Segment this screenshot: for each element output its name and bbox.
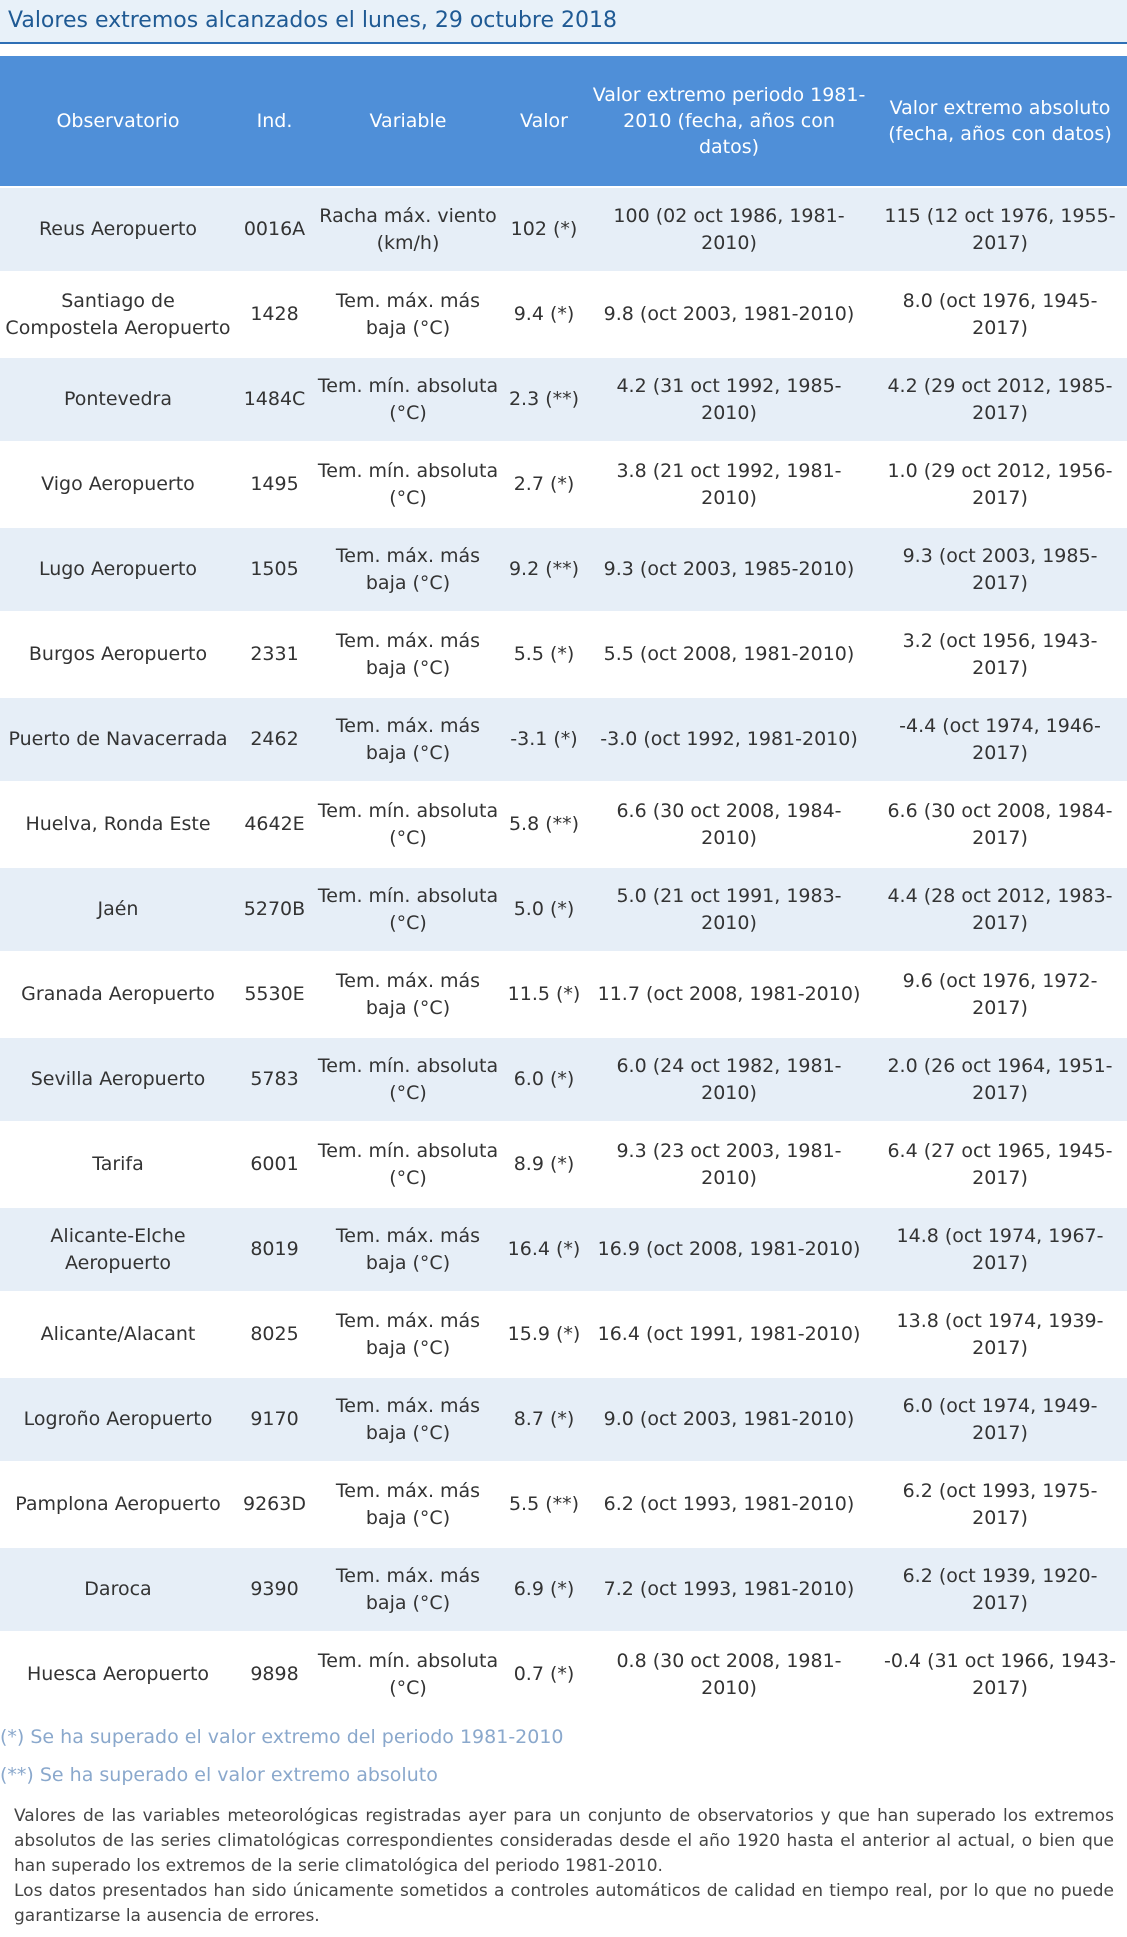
cell-ind: 0016A: [236, 188, 313, 271]
cell-observatorio: Santiago de Compostela Aeropuerto: [0, 273, 236, 356]
cell-ind: 9390: [236, 1548, 313, 1631]
cell-valor: 5.8 (**): [503, 783, 585, 866]
cell-variable: Tem. mín. absoluta (°C): [313, 868, 503, 951]
cell-valor: 9.2 (**): [503, 528, 585, 611]
cell-extremo-absoluto: 6.0 (oct 1974, 1949-2017): [873, 1378, 1127, 1461]
cell-valor: 2.3 (**): [503, 358, 585, 441]
cell-variable: Tem. máx. más baja (°C): [313, 528, 503, 611]
cell-variable: Tem. mín. absoluta (°C): [313, 1123, 503, 1206]
cell-observatorio: Puerto de Navacerrada: [0, 698, 236, 781]
cell-ind: 6001: [236, 1123, 313, 1206]
cell-ind: 1495: [236, 443, 313, 526]
cell-observatorio: Huelva, Ronda Este: [0, 783, 236, 866]
cell-observatorio: Jaén: [0, 868, 236, 951]
title-bar: [0, 0, 1127, 44]
footer-text: [14, 1804, 1114, 1929]
table-row: [0, 273, 1127, 356]
table-row: [0, 528, 1127, 611]
table-row: [0, 1463, 1127, 1546]
header-ind: Ind.: [236, 56, 313, 186]
cell-extremo-periodo: 6.6 (30 oct 2008, 1984-2010): [585, 783, 873, 866]
cell-observatorio: Sevilla Aeropuerto: [0, 1038, 236, 1121]
table-row: [0, 443, 1127, 526]
cell-extremo-absoluto: -4.4 (oct 1974, 1946-2017): [873, 698, 1127, 781]
cell-variable: Tem. máx. más baja (°C): [313, 1463, 503, 1546]
cell-observatorio: Pamplona Aeropuerto: [0, 1463, 236, 1546]
cell-ind: 1505: [236, 528, 313, 611]
table-body: [0, 188, 1127, 1716]
cell-observatorio: Logroño Aeropuerto: [0, 1378, 236, 1461]
table-row: [0, 1123, 1127, 1206]
cell-valor: 8.9 (*): [503, 1123, 585, 1206]
cell-variable: Tem. mín. absoluta (°C): [313, 358, 503, 441]
header-extremo-absoluto: Valor extremo absoluto (fecha, años con datos): [873, 56, 1127, 186]
footer-paragraph-2: Los datos presentados han sido únicamente sometidos a controles automáticos de calidad en tiempo real, por lo que no puede garantizarse la ausencia de errores.: [14, 1881, 1114, 1926]
cell-extremo-absoluto: 14.8 (oct 1974, 1967-2017): [873, 1208, 1127, 1291]
cell-extremo-absoluto: 13.8 (oct 1974, 1939-2017): [873, 1293, 1127, 1376]
header-observatorio: Observatorio: [0, 56, 236, 186]
cell-extremo-periodo: 4.2 (31 oct 1992, 1985-2010): [585, 358, 873, 441]
cell-valor: 6.9 (*): [503, 1548, 585, 1631]
cell-extremo-periodo: 16.4 (oct 1991, 1981-2010): [585, 1293, 873, 1376]
cell-extremo-periodo: 9.8 (oct 2003, 1981-2010): [585, 273, 873, 356]
cell-observatorio: Granada Aeropuerto: [0, 953, 236, 1036]
cell-valor: 102 (*): [503, 188, 585, 271]
cell-ind: 2331: [236, 613, 313, 696]
table-row: [0, 358, 1127, 441]
cell-variable: Racha máx. viento (km/h): [313, 188, 503, 271]
cell-variable: Tem. máx. más baja (°C): [313, 273, 503, 356]
page-title: Valores extremos alcanzados el lunes, 29 octubre 2018: [8, 8, 617, 33]
cell-extremo-absoluto: -0.4 (31 oct 1966, 1943-2017): [873, 1633, 1127, 1716]
cell-variable: Tem. máx. más baja (°C): [313, 698, 503, 781]
cell-extremo-absoluto: 4.2 (29 oct 2012, 1985-2017): [873, 358, 1127, 441]
cell-valor: 11.5 (*): [503, 953, 585, 1036]
note-single-asterisk: (*) Se ha superado el valor extremo del periodo 1981-2010: [0, 1726, 564, 1748]
cell-extremo-periodo: 6.2 (oct 1993, 1981-2010): [585, 1463, 873, 1546]
cell-extremo-absoluto: 6.6 (30 oct 2008, 1984-2017): [873, 783, 1127, 866]
cell-extremo-absoluto: 6.2 (oct 1939, 1920-2017): [873, 1548, 1127, 1631]
table-row: [0, 1038, 1127, 1121]
cell-extremo-periodo: 3.8 (21 oct 1992, 1981-2010): [585, 443, 873, 526]
cell-observatorio: Daroca: [0, 1548, 236, 1631]
cell-extremo-periodo: 9.3 (oct 2003, 1985-2010): [585, 528, 873, 611]
cell-observatorio: Alicante/Alacant: [0, 1293, 236, 1376]
table-row: [0, 1548, 1127, 1631]
header-valor: Valor: [503, 56, 585, 186]
cell-extremo-absoluto: 2.0 (26 oct 1964, 1951-2017): [873, 1038, 1127, 1121]
cell-extremo-periodo: 16.9 (oct 2008, 1981-2010): [585, 1208, 873, 1291]
cell-valor: 5.0 (*): [503, 868, 585, 951]
cell-ind: 5783: [236, 1038, 313, 1121]
cell-variable: Tem. mín. absoluta (°C): [313, 443, 503, 526]
cell-extremo-periodo: 9.3 (23 oct 2003, 1981-2010): [585, 1123, 873, 1206]
cell-ind: 8019: [236, 1208, 313, 1291]
table-row: [0, 613, 1127, 696]
cell-extremo-periodo: 100 (02 oct 1986, 1981-2010): [585, 188, 873, 271]
cell-extremo-periodo: 0.8 (30 oct 2008, 1981-2010): [585, 1633, 873, 1716]
cell-extremo-periodo: 7.2 (oct 1993, 1981-2010): [585, 1548, 873, 1631]
cell-valor: 15.9 (*): [503, 1293, 585, 1376]
cell-valor: 0.7 (*): [503, 1633, 585, 1716]
cell-valor: 5.5 (**): [503, 1463, 585, 1546]
cell-observatorio: Lugo Aeropuerto: [0, 528, 236, 611]
cell-ind: 4642E: [236, 783, 313, 866]
table-row: [0, 1208, 1127, 1291]
cell-variable: Tem. mín. absoluta (°C): [313, 1038, 503, 1121]
cell-observatorio: Huesca Aeropuerto: [0, 1633, 236, 1716]
footer-paragraph-1: Valores de las variables meteorológicas registradas ayer para un conjunto de observatorios y que han superado los extremos absolutos de las series climatológicas correspondientes consideradas desde el año 1920 hasta el anterior al actual, o bien que han superado los extremos de la serie climatológica del periodo 1981-2010.: [14, 1806, 1114, 1876]
cell-extremo-absoluto: 8.0 (oct 1976, 1945-2017): [873, 273, 1127, 356]
cell-valor: -3.1 (*): [503, 698, 585, 781]
cell-extremo-absoluto: 6.2 (oct 1993, 1975-2017): [873, 1463, 1127, 1546]
cell-observatorio: Tarifa: [0, 1123, 236, 1206]
cell-observatorio: Burgos Aeropuerto: [0, 613, 236, 696]
table-row: [0, 953, 1127, 1036]
cell-variable: Tem. máx. más baja (°C): [313, 1293, 503, 1376]
table-row: [0, 1633, 1127, 1716]
cell-ind: 1484C: [236, 358, 313, 441]
table-row: [0, 783, 1127, 866]
header-extremo-periodo: Valor extremo periodo 1981-2010 (fecha, años con datos): [585, 56, 873, 186]
cell-variable: Tem. mín. absoluta (°C): [313, 783, 503, 866]
cell-extremo-absoluto: 9.6 (oct 1976, 1972-2017): [873, 953, 1127, 1036]
cell-extremo-periodo: 5.5 (oct 2008, 1981-2010): [585, 613, 873, 696]
cell-variable: Tem. mín. absoluta (°C): [313, 1633, 503, 1716]
cell-extremo-absoluto: 115 (12 oct 1976, 1955-2017): [873, 188, 1127, 271]
cell-valor: 2.7 (*): [503, 443, 585, 526]
cell-ind: 5270B: [236, 868, 313, 951]
cell-extremo-absoluto: 3.2 (oct 1956, 1943-2017): [873, 613, 1127, 696]
cell-valor: 5.5 (*): [503, 613, 585, 696]
cell-observatorio: Alicante-Elche Aeropuerto: [0, 1208, 236, 1291]
cell-observatorio: Reus Aeropuerto: [0, 188, 236, 271]
cell-valor: 9.4 (*): [503, 273, 585, 356]
table-row: [0, 1293, 1127, 1376]
extremes-table: [0, 54, 1127, 1718]
header-variable: Variable: [313, 56, 503, 186]
cell-ind: 2462: [236, 698, 313, 781]
table-row: [0, 868, 1127, 951]
cell-extremo-absoluto: 9.3 (oct 2003, 1985-2017): [873, 528, 1127, 611]
table-row: [0, 1378, 1127, 1461]
cell-extremo-absoluto: 6.4 (27 oct 1965, 1945-2017): [873, 1123, 1127, 1206]
cell-observatorio: Pontevedra: [0, 358, 236, 441]
note-double-asterisk: (**) Se ha superado el valor extremo absoluto: [0, 1764, 438, 1786]
cell-ind: 8025: [236, 1293, 313, 1376]
cell-extremo-periodo: 9.0 (oct 2003, 1981-2010): [585, 1378, 873, 1461]
cell-ind: 9263D: [236, 1463, 313, 1546]
table-row: [0, 188, 1127, 271]
cell-variable: Tem. máx. más baja (°C): [313, 1208, 503, 1291]
table-row: [0, 698, 1127, 781]
cell-ind: 9898: [236, 1633, 313, 1716]
cell-ind: 9170: [236, 1378, 313, 1461]
cell-ind: 5530E: [236, 953, 313, 1036]
table-header-row: [0, 56, 1127, 186]
cell-variable: Tem. máx. más baja (°C): [313, 613, 503, 696]
cell-extremo-periodo: -3.0 (oct 1992, 1981-2010): [585, 698, 873, 781]
cell-variable: Tem. máx. más baja (°C): [313, 1548, 503, 1631]
cell-variable: Tem. máx. más baja (°C): [313, 953, 503, 1036]
cell-valor: 6.0 (*): [503, 1038, 585, 1121]
cell-extremo-periodo: 6.0 (24 oct 1982, 1981-2010): [585, 1038, 873, 1121]
cell-valor: 16.4 (*): [503, 1208, 585, 1291]
cell-valor: 8.7 (*): [503, 1378, 585, 1461]
cell-extremo-periodo: 11.7 (oct 2008, 1981-2010): [585, 953, 873, 1036]
cell-extremo-absoluto: 4.4 (28 oct 2012, 1983-2017): [873, 868, 1127, 951]
cell-extremo-periodo: 5.0 (21 oct 1991, 1983-2010): [585, 868, 873, 951]
cell-observatorio: Vigo Aeropuerto: [0, 443, 236, 526]
cell-variable: Tem. máx. más baja (°C): [313, 1378, 503, 1461]
cell-extremo-absoluto: 1.0 (29 oct 2012, 1956-2017): [873, 443, 1127, 526]
cell-ind: 1428: [236, 273, 313, 356]
